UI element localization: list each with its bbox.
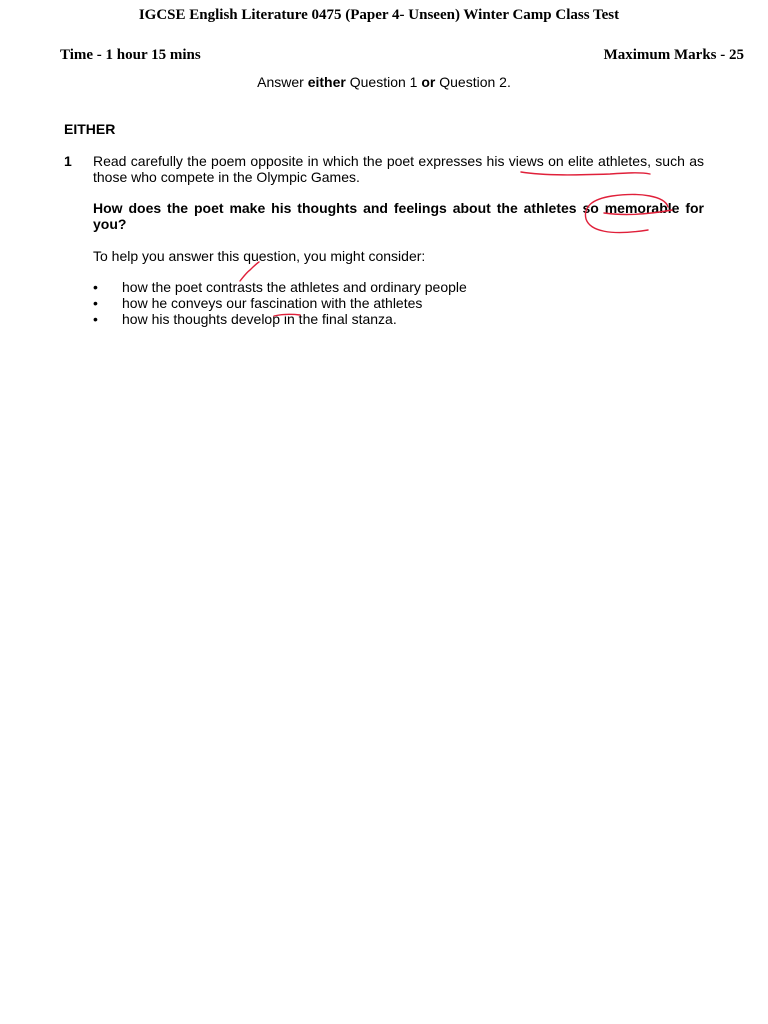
list-item-text: how his thoughts develop in the final stanza. <box>122 311 397 327</box>
list-item <box>93 295 704 311</box>
question-body <box>93 153 704 327</box>
list-item <box>93 311 704 327</box>
bullet-icon: • <box>93 311 98 327</box>
instruction-either: either <box>307 74 346 90</box>
instruction-mid: Question 1 <box>345 74 422 90</box>
instruction-post: Question 2. <box>435 74 511 90</box>
time-allowed: Time - 1 hour 15 mins <box>60 47 201 63</box>
consider-list <box>93 279 704 327</box>
bullet-icon: • <box>93 295 98 311</box>
maximum-marks: Maximum Marks - 25 <box>603 47 744 63</box>
list-item-text: how the poet contrasts the athletes and ordinary people <box>122 279 467 295</box>
question-number: 1 <box>64 153 72 169</box>
instruction-pre: Answer <box>257 74 308 90</box>
list-item <box>93 279 704 295</box>
page-title: IGCSE English Literature 0475 (Paper 4- Unseen) Winter Camp Class Test <box>138 7 620 23</box>
answer-instruction <box>0 74 768 90</box>
instruction-or: or <box>421 74 436 90</box>
consider-text: To help you answer this question, you might consider: <box>93 248 426 264</box>
question-text: Read carefully the poem opposite in which the poet expresses his views on elite athletes, such as those who compete in the Olympic Games. <box>93 153 704 185</box>
section-label: EITHER <box>64 121 116 137</box>
list-item-text: how he conveys our fascination with the athletes <box>122 295 423 311</box>
bullet-icon: • <box>93 279 98 295</box>
question-prompt: How does the poet make his thoughts and feelings about the athletes so memorable for you? <box>93 200 704 232</box>
